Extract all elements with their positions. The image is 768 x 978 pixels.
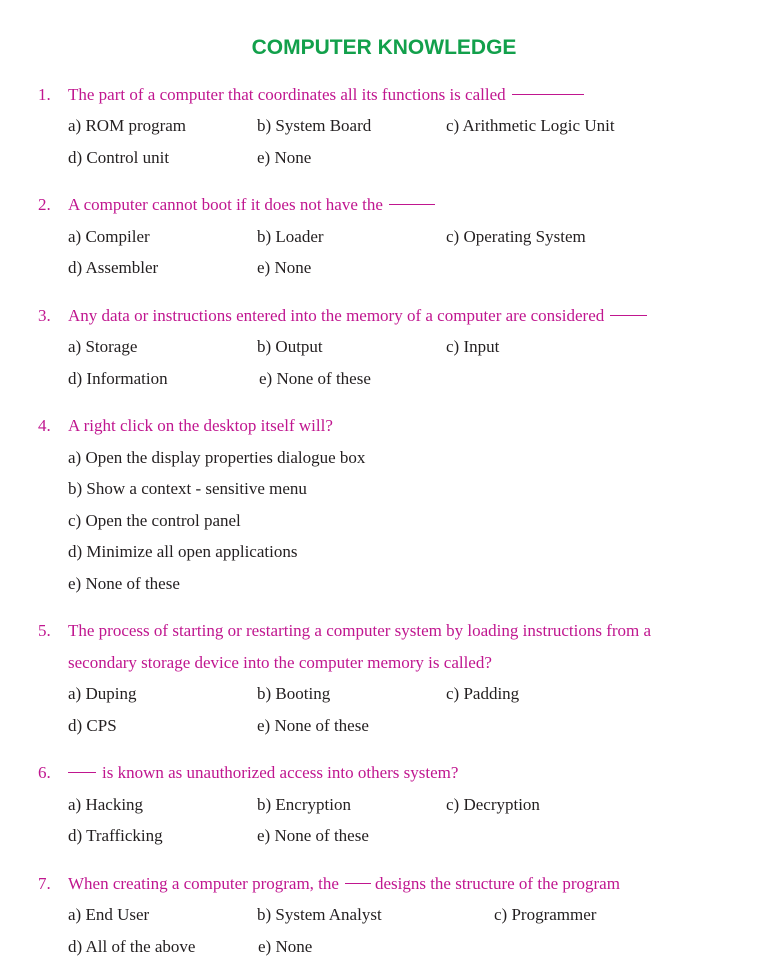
answer-blank — [512, 94, 584, 95]
option-b: b) System Analyst — [257, 905, 382, 924]
question-text-line-2: secondary storage device into the computer memory is called? — [68, 653, 492, 672]
option-c: c) Programmer — [494, 905, 597, 924]
option-b: b) Loader — [257, 227, 324, 246]
question-text: is known as unauthorized access into others system? — [68, 761, 458, 785]
option-a: a) Duping — [68, 684, 137, 703]
option-a: a) End User — [68, 905, 150, 924]
question-text: A right click on the desktop itself will? — [68, 416, 333, 435]
question-text: Any data or instructions entered into the memory of a computer are considered — [68, 304, 647, 328]
question-number: 3. — [38, 306, 51, 325]
option-c: c) Decryption — [446, 795, 540, 814]
question-number: 5. — [38, 621, 51, 640]
option-d: d) All of the above — [68, 937, 196, 956]
option-b: b) System Board — [257, 116, 372, 135]
answer-blank — [610, 315, 647, 316]
question-number: 6. — [38, 763, 51, 782]
option-e: e) None — [258, 937, 313, 956]
answer-blank — [345, 883, 371, 884]
option-d: d) Minimize all open applications — [68, 542, 298, 561]
option-c: c) Arithmetic Logic Unit — [446, 116, 615, 135]
question-text: A computer cannot boot if it does not have the — [68, 193, 435, 217]
option-a: a) Storage — [68, 337, 138, 356]
page-title: COMPUTER KNOWLEDGE — [251, 36, 517, 59]
option-e: e) None — [257, 258, 312, 277]
option-b: b) Show a context - sensitive menu — [68, 479, 307, 498]
option-e: e) None of these — [257, 716, 369, 735]
option-e: e) None — [257, 148, 312, 167]
answer-blank — [68, 772, 96, 773]
option-c: c) Operating System — [446, 227, 586, 246]
question-text: When creating a computer program, the designs the structure of the program — [68, 874, 620, 893]
option-c: c) Padding — [446, 684, 520, 703]
answer-blank — [389, 204, 435, 205]
option-b: b) Output — [257, 337, 323, 356]
option-a: a) Compiler — [68, 227, 150, 246]
option-d: d) Assembler — [68, 258, 159, 277]
option-d: d) CPS — [68, 716, 117, 735]
option-c: c) Open the control panel — [68, 511, 241, 530]
option-e: e) None of these — [259, 369, 371, 388]
option-d: d) Control unit — [68, 148, 170, 167]
option-a: a) Open the display properties dialogue box — [68, 448, 366, 467]
option-b: b) Encryption — [257, 795, 351, 814]
option-d: d) Trafficking — [68, 826, 163, 845]
option-a: a) ROM program — [68, 116, 187, 135]
question-text: The part of a computer that coordinates all its functions is called — [68, 83, 584, 107]
question-text-line-1: The process of starting or restarting a computer system by loading instructions from a — [68, 621, 652, 640]
question-number: 4. — [38, 416, 51, 435]
option-b: b) Booting — [257, 684, 331, 703]
option-d: d) Information — [68, 369, 168, 388]
option-c: c) Input — [446, 337, 500, 356]
question-number: 7. — [38, 874, 51, 893]
question-number: 2. — [38, 195, 51, 214]
question-number: 1. — [38, 85, 51, 104]
option-e: e) None of these — [257, 826, 369, 845]
option-e: e) None of these — [68, 574, 180, 593]
option-a: a) Hacking — [68, 795, 144, 814]
